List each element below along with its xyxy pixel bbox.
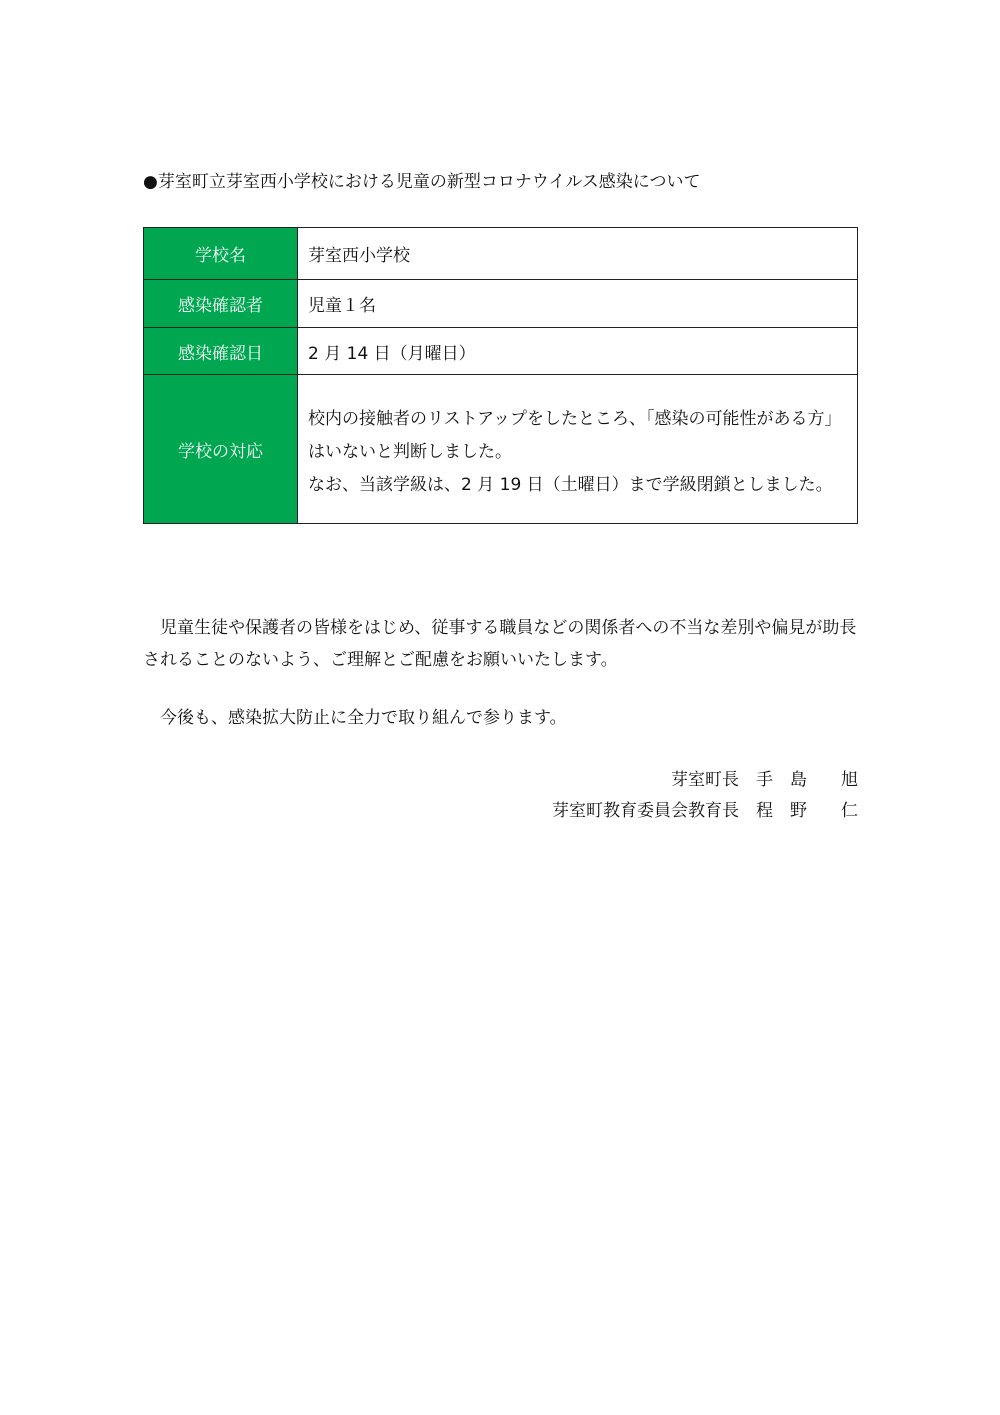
document-title: ●芽室町立芽室西小学校における児童の新型コロナウイルス感染について [143, 172, 701, 192]
request-paragraph: 児童生徒や保護者の皆様をはじめ、従事する職員などの関係者への不当な差別や偏見が助長されることのないよう、ご理解とご配慮をお願いいたします。 [143, 618, 857, 670]
row-label-confirm-date: 感染確認日 [144, 328, 298, 375]
table-row [144, 280, 858, 328]
row-value-school-name: 芽室西小学校 [298, 228, 858, 280]
row-label-school-name: 学校名 [144, 228, 298, 280]
row-value-infected: 児童１名 [298, 280, 858, 328]
row-value-response [298, 375, 858, 524]
table-row [144, 375, 858, 524]
response-line: なお、当該学級は、2 月 19 日（土曜日）まで学級閉鎖としました。 [308, 474, 833, 495]
table-row [144, 328, 858, 375]
commitment-paragraph: 今後も、感染拡大防止に全力で取り組んで参ります。 [143, 708, 567, 728]
response-line: はいないと判断しました。 [308, 441, 512, 462]
signature-superintendent: 芽室町教育委員会教育長 程 野 仁 [552, 801, 858, 821]
info-table [143, 227, 858, 524]
table-row [144, 228, 858, 280]
signature-mayor: 芽室町長 手 島 旭 [671, 770, 858, 790]
row-value-confirm-date: 2 月 14 日（月曜日） [298, 328, 858, 375]
row-label-response: 学校の対応 [144, 375, 298, 524]
row-label-infected: 感染確認者 [144, 280, 298, 328]
response-line: 校内の接触者のリストアップをしたところ、「感染の可能性がある方」 [308, 408, 842, 429]
